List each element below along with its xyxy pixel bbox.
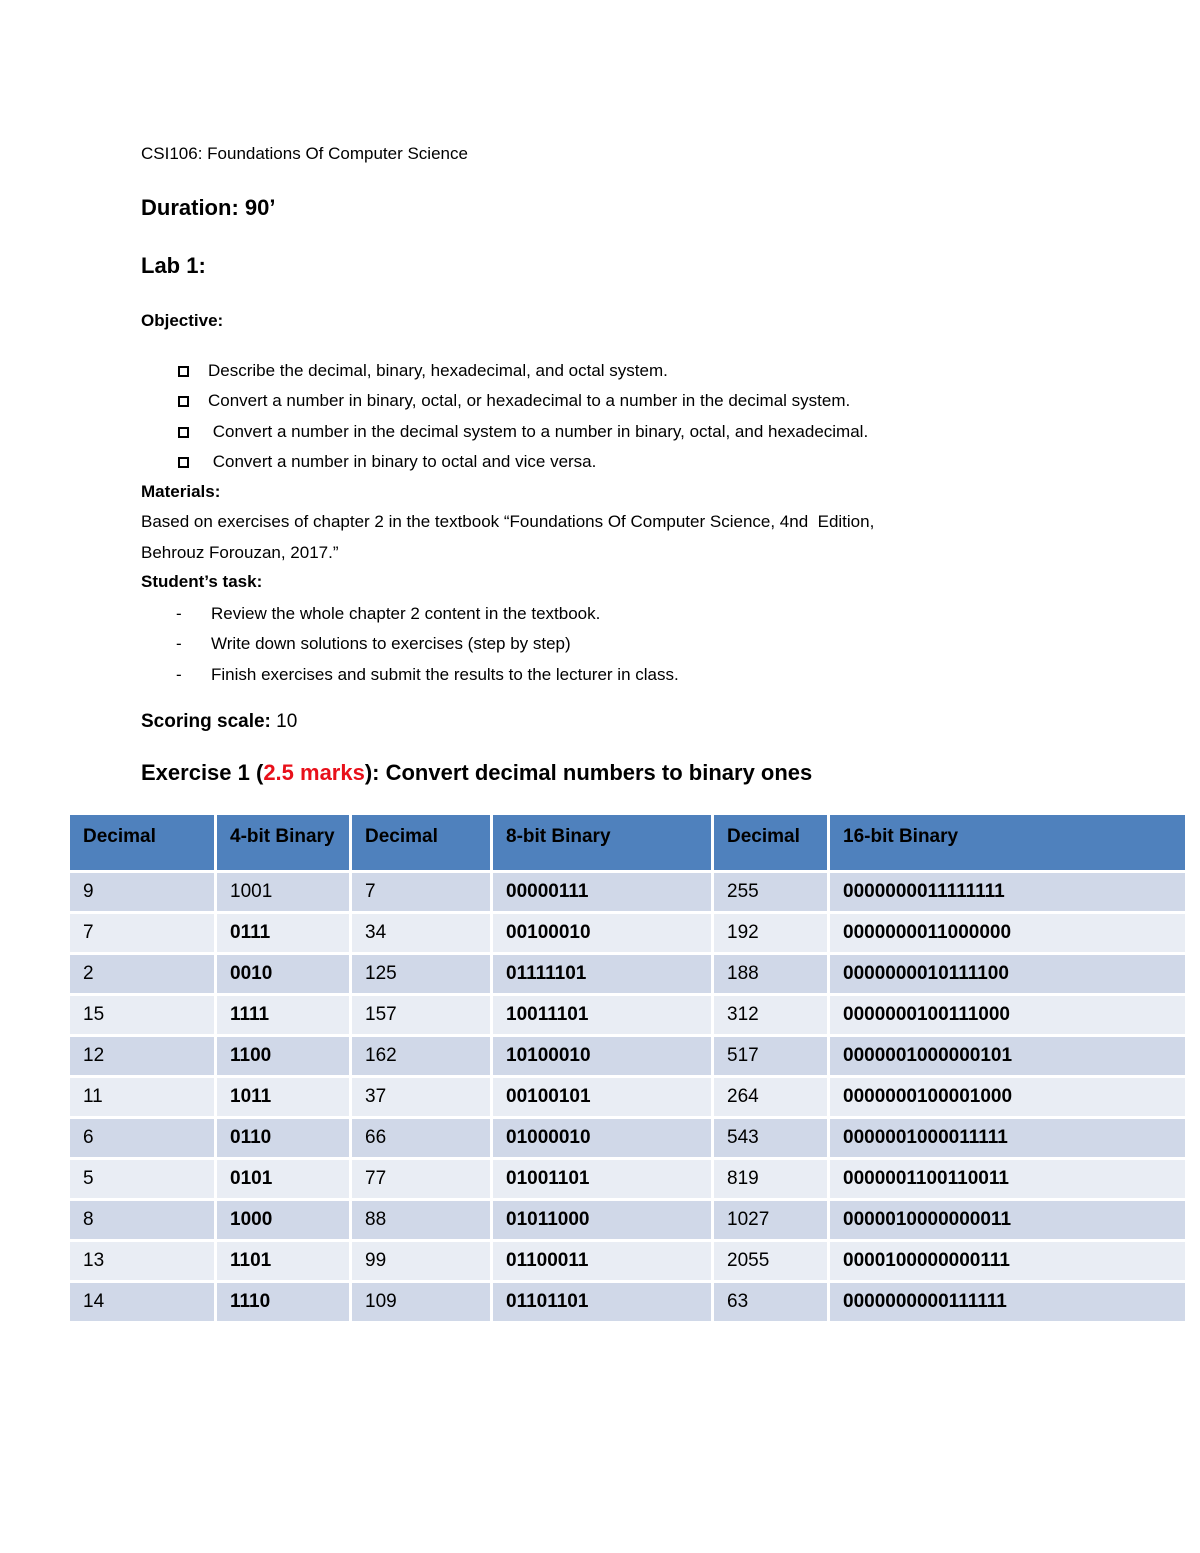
checkbox-bullet-icon xyxy=(178,427,189,438)
table-cell: 6 xyxy=(70,1119,214,1157)
header-decimal-8bit: Decimal xyxy=(352,815,490,870)
table-row xyxy=(70,873,1185,911)
table-cell: 01001101 xyxy=(493,1160,711,1198)
objective-label: Objective: xyxy=(141,311,224,330)
task-item xyxy=(176,634,571,654)
table-cell: 37 xyxy=(352,1078,490,1116)
table-row xyxy=(70,1283,1185,1321)
table-cell: 01000010 xyxy=(493,1119,711,1157)
table-cell: 8 xyxy=(70,1201,214,1239)
table-row xyxy=(70,1160,1185,1198)
table-cell: 11 xyxy=(70,1078,214,1116)
table-header-row xyxy=(70,815,1185,870)
objective-item xyxy=(178,361,668,381)
table-cell: 264 xyxy=(714,1078,827,1116)
table-row xyxy=(70,1037,1185,1075)
materials-label: Materials: xyxy=(141,482,221,501)
table-cell: 0000000100111000 xyxy=(830,996,1185,1034)
duration-heading: Duration: 90’ xyxy=(141,195,276,220)
header-16bit-binary: 16-bit Binary xyxy=(830,815,1185,870)
task-item xyxy=(176,604,600,624)
dash-bullet: - xyxy=(176,634,182,653)
table-row xyxy=(70,914,1185,952)
scoring-scale xyxy=(141,711,297,733)
table-cell: 312 xyxy=(714,996,827,1034)
objective-item-text: Describe the decimal, binary, hexadecimal, and octal system. xyxy=(208,361,668,380)
table-cell: 2 xyxy=(70,955,214,993)
table-cell: 543 xyxy=(714,1119,827,1157)
exercise-prefix: Exercise 1 ( xyxy=(141,760,264,785)
task-item-text: Write down solutions to exercises (step by step) xyxy=(211,634,571,653)
checkbox-bullet-icon xyxy=(178,396,189,407)
scoring-label: Scoring scale: xyxy=(141,711,271,732)
table-cell: 0000100000000111 xyxy=(830,1242,1185,1280)
table-row xyxy=(70,1242,1185,1280)
table-cell: 192 xyxy=(714,914,827,952)
table-cell: 1000 xyxy=(217,1201,349,1239)
objective-item-text: Convert a number in binary to octal and vice versa. xyxy=(208,452,597,471)
table-cell: 157 xyxy=(352,996,490,1034)
objective-item-text: Convert a number in binary, octal, or hexadecimal to a number in the decimal system. xyxy=(208,391,851,410)
table-cell: 01111101 xyxy=(493,955,711,993)
table-row xyxy=(70,1078,1185,1116)
table-cell: 00100010 xyxy=(493,914,711,952)
dash-bullet: - xyxy=(176,604,182,623)
table-cell: 0000000010111100 xyxy=(830,955,1185,993)
table-body xyxy=(70,873,1185,1321)
table-cell: 0000000011000000 xyxy=(830,914,1185,952)
objective-item xyxy=(178,391,850,411)
task-item-text: Review the whole chapter 2 content in the textbook. xyxy=(211,604,601,623)
table-cell: 7 xyxy=(352,873,490,911)
table-cell: 9 xyxy=(70,873,214,911)
table-cell: 188 xyxy=(714,955,827,993)
table-cell: 1011 xyxy=(217,1078,349,1116)
table-cell: 125 xyxy=(352,955,490,993)
table-cell: 1001 xyxy=(217,873,349,911)
table-row xyxy=(70,1201,1185,1239)
table-cell: 00100101 xyxy=(493,1078,711,1116)
exercise-suffix: ): Convert decimal numbers to binary ones xyxy=(364,760,813,785)
table-cell: 0010 xyxy=(217,955,349,993)
conversion-table xyxy=(67,812,1188,1324)
task-item-text: Finish exercises and submit the results to the lecturer in class. xyxy=(211,665,679,684)
table-cell: 0000001000011111 xyxy=(830,1119,1185,1157)
table-cell: 10011101 xyxy=(493,996,711,1034)
table-cell: 162 xyxy=(352,1037,490,1075)
checkbox-bullet-icon xyxy=(178,366,189,377)
table-cell: 0000000011111111 xyxy=(830,873,1185,911)
table-cell: 01100011 xyxy=(493,1242,711,1280)
table-cell: 1100 xyxy=(217,1037,349,1075)
dash-bullet: - xyxy=(176,665,182,684)
objective-item-text: Convert a number in the decimal system to a number in binary, octal, and hexadecimal. xyxy=(208,422,869,441)
table-cell: 1027 xyxy=(714,1201,827,1239)
table-row xyxy=(70,996,1185,1034)
table-cell: 01101101 xyxy=(493,1283,711,1321)
table-cell: 12 xyxy=(70,1037,214,1075)
table-cell: 63 xyxy=(714,1283,827,1321)
table-cell: 34 xyxy=(352,914,490,952)
table-cell: 7 xyxy=(70,914,214,952)
table-cell: 0110 xyxy=(217,1119,349,1157)
table-cell: 1111 xyxy=(217,996,349,1034)
table-row xyxy=(70,1119,1185,1157)
table-cell: 01011000 xyxy=(493,1201,711,1239)
table-cell: 88 xyxy=(352,1201,490,1239)
table-cell: 13 xyxy=(70,1242,214,1280)
table-cell: 1110 xyxy=(217,1283,349,1321)
table-cell: 99 xyxy=(352,1242,490,1280)
table-cell: 255 xyxy=(714,873,827,911)
table-cell: 5 xyxy=(70,1160,214,1198)
table-cell: 819 xyxy=(714,1160,827,1198)
task-item xyxy=(176,665,679,685)
checkbox-bullet-icon xyxy=(178,457,189,468)
materials-text-line1: Based on exercises of chapter 2 in the textbook “Foundations Of Computer Science, 4nd Edition, xyxy=(141,512,875,531)
table-cell: 2055 xyxy=(714,1242,827,1280)
table-cell: 0000001100110011 xyxy=(830,1160,1185,1198)
exercise-marks: 2.5 marks xyxy=(263,760,365,785)
header-4bit-binary: 4-bit Binary xyxy=(217,815,349,870)
materials-text-line2: Behrouz Forouzan, 2017.” xyxy=(141,543,339,562)
header-8bit-binary: 8-bit Binary xyxy=(493,815,711,870)
table-cell: 109 xyxy=(352,1283,490,1321)
table-cell: 0000010000000011 xyxy=(830,1201,1185,1239)
table-cell: 00000111 xyxy=(493,873,711,911)
table-cell: 14 xyxy=(70,1283,214,1321)
objective-item xyxy=(178,422,868,442)
table-cell: 517 xyxy=(714,1037,827,1075)
table-cell: 15 xyxy=(70,996,214,1034)
header-decimal-16bit: Decimal xyxy=(714,815,827,870)
table-cell: 0101 xyxy=(217,1160,349,1198)
table-cell: 0000000000111111 xyxy=(830,1283,1185,1321)
table-cell: 10100010 xyxy=(493,1037,711,1075)
objective-item xyxy=(178,452,596,472)
table-cell: 0000000100001000 xyxy=(830,1078,1185,1116)
lab-heading: Lab 1: xyxy=(141,253,206,278)
table-cell: 0111 xyxy=(217,914,349,952)
exercise-1-heading xyxy=(141,760,812,786)
course-title: CSI106: Foundations Of Computer Science xyxy=(141,144,468,163)
table-cell: 66 xyxy=(352,1119,490,1157)
header-decimal-4bit: Decimal xyxy=(70,815,214,870)
table-cell: 77 xyxy=(352,1160,490,1198)
table-cell: 1101 xyxy=(217,1242,349,1280)
scoring-value: 10 xyxy=(276,711,298,732)
table-cell: 0000001000000101 xyxy=(830,1037,1185,1075)
table-row xyxy=(70,955,1185,993)
student-task-label: Student’s task: xyxy=(141,572,263,591)
